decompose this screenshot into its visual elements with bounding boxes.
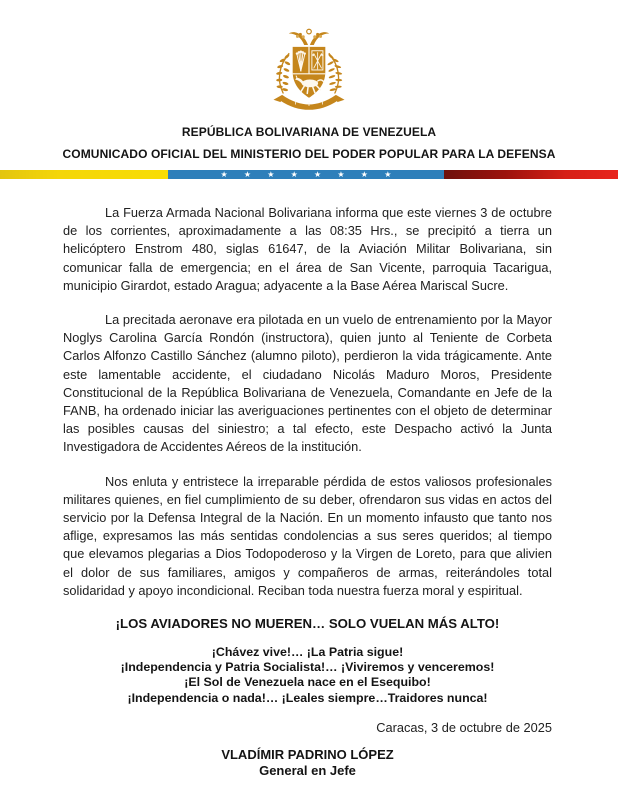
communique-title: COMUNICADO OFICIAL DEL MINISTERIO DEL PODER POPULAR PARA LA DEFENSA xyxy=(62,147,556,161)
dateline: Caracas, 3 de octubre de 2025 xyxy=(376,719,552,735)
venezuela-coat-of-arms-icon xyxy=(261,24,357,114)
aviators-motto: ¡LOS AVIADORES NO MUEREN… SOLO VUELAN MÁS ALTO! xyxy=(115,616,500,632)
flag-stars: ★ ★ ★ ★ ★ ★ ★ ★ xyxy=(220,170,399,179)
slogan-line: ¡El Sol de Venezuela nace en el Esequibo! xyxy=(184,675,431,690)
paragraph-condolences: Nos enluta y entristece la irreparable pérdida de estos valiosos profesionales militares quienes, en fiel cumplimiento de su deber, ofrendaron sus vidas en actos del servicio por la Defensa Integral de la Nación. En un momento infausto que tanto nos aflige, expresamos las más sentidas condolencias a sus seres queridos; al tiempo que elevamos plegarias a Dios Todopoderoso y la Virgen de Loreto, para que alivien el dolor de sus familiares, amigos y compañeros de armas, reiterándoles total solidaridad y apoyo incondicional. Reciban toda nuestra fuerza moral y espiritual. xyxy=(63,473,552,598)
slogan-line: ¡Independencia o nada!… ¡Leales siempre…Traidores nunca! xyxy=(127,690,488,705)
signature-block xyxy=(63,747,552,779)
paragraph-crew-investigation: La precitada aeronave era pilotada en un vuelo de entrenamiento por la Mayor Noglys Carolina García Rondón (instructora), quien junto al Teniente de Corbeta Carlos Alfonzo Castillo Sánchez (alumno piloto), perdieron la vida trágicamente. Ante este lamentable accidente, el ciudadano Nicolás Maduro Moros, Presidente Constitucional de la República Bolivariana de Venezuela, Comandante en Jefe de la FANB, ha ordenado iniciar las averiguaciones pertinentes con el objeto de determinar las posibles causas del siniestro; a tal efecto, este Despacho activó la Junta Investigadora de Accidentes Aéreos de la institución. xyxy=(63,312,552,455)
paragraph-incident: La Fuerza Armada Nacional Bolivariana informa que este viernes 3 de octubre de los corrientes, aproximadamente a las 08:35 Hrs., se precipitó a tierra un helicóptero Enstrom 480, siglas 61647, de la Aviación Militar Bolivariana, sin comunicar falla de emergencia; en el área de San Vicente, parroquia Tacarigua, municipio Girardot, estado Aragua; adyacente a la Base Aérea Mariscal Sucre. xyxy=(63,205,552,293)
venezuela-flag-divider xyxy=(0,170,618,179)
slogans-block xyxy=(63,645,552,706)
communique-body xyxy=(0,204,618,779)
slogan-line: ¡Chávez vive!… ¡La Patria sigue! xyxy=(211,645,404,660)
flag-blue-segment xyxy=(168,170,444,179)
republic-title: REPÚBLICA BOLIVARIANA DE VENEZUELA xyxy=(181,125,437,139)
slogan-line: ¡Independencia y Patria Socialista!… ¡Viviremos y venceremos! xyxy=(120,660,495,675)
flag-red-segment xyxy=(444,170,618,179)
signature-name: VLADÍMIR PADRINO LÓPEZ xyxy=(221,746,394,762)
flag-yellow-segment xyxy=(0,170,168,179)
signature-rank: General en Jefe xyxy=(259,762,356,778)
